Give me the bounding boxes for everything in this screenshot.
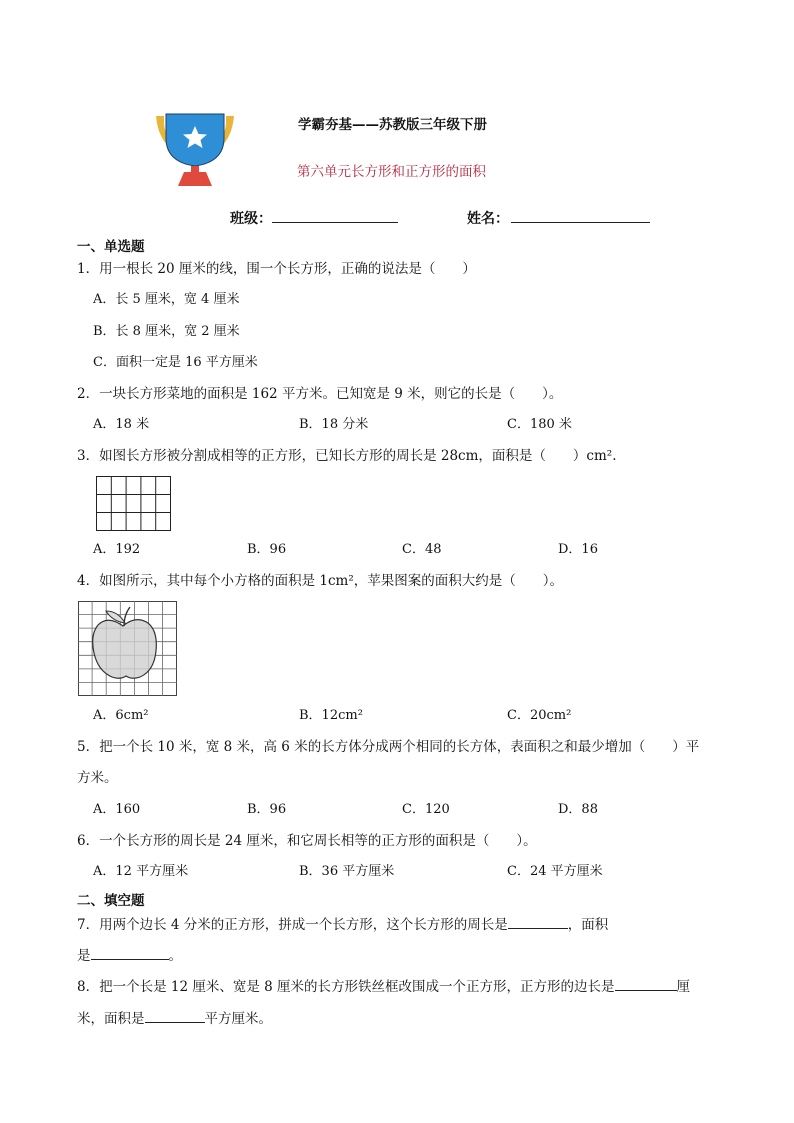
option: B．96 [247, 802, 287, 817]
option: B．96 [247, 542, 287, 557]
option: D．88 [558, 802, 598, 817]
option: A．18 米 [93, 417, 150, 432]
answer-blank[interactable] [145, 1010, 205, 1023]
option: A．12 平方厘米 [93, 864, 189, 879]
page-subtitle: 第六单元长方形和正方形的面积 [297, 164, 486, 180]
option: C．面积一定是 16 平方厘米 [93, 355, 258, 370]
option: A．160 [93, 802, 141, 817]
option: C．24 平方厘米 [507, 864, 603, 879]
option: C．20cm² [507, 708, 572, 723]
question-stem-continued: 米，面积是 平方厘米。 [77, 1011, 272, 1027]
question-stem: 3．如图长方形被分割成相等的正方形，已知长方形的周长是 28cm，面积是（ ）cm². [77, 448, 617, 464]
section-title: 一、单选题 [77, 239, 145, 255]
page-title: 学霸夯基——苏教版三年级下册 [298, 117, 487, 133]
answer-blank[interactable] [91, 947, 169, 960]
answer-blank[interactable] [508, 916, 568, 929]
option: C．180 米 [507, 417, 572, 432]
question-stem-continued: 是 。 [77, 948, 182, 964]
option: B．12cm² [299, 708, 363, 723]
question-stem-continued: 方米。 [77, 770, 118, 786]
option: A．6cm² [93, 708, 149, 723]
question-stem: 7．用两个边长 4 分米的正方形，拼成一个长方形，这个长方形的周长是 ，面积 [77, 917, 609, 933]
question-stem: 4．如图所示，其中每个小方格的面积是 1cm²，苹果图案的面积大约是（ ）。 [77, 573, 563, 589]
option: A．长 5 厘米，宽 4 厘米 [93, 292, 240, 307]
option: C．48 [402, 542, 442, 557]
question-stem: 8．把一个长是 12 厘米、宽是 8 厘米的长方形铁丝框改围成一个正方形，正方形的边长是 厘 [77, 979, 691, 995]
name-label: 姓名： [467, 211, 509, 227]
name-field[interactable] [511, 222, 650, 223]
section-title: 二、填空题 [77, 893, 145, 909]
option: D．16 [558, 542, 598, 557]
answer-blank[interactable] [615, 978, 677, 991]
trophy-logo [154, 112, 236, 188]
grid-rectangle-figure [96, 476, 172, 532]
question-stem: 6．一个长方形的周长是 24 厘米，和它周长相等的正方形的面积是（ ）。 [77, 833, 537, 849]
trophy-icon [154, 112, 236, 188]
apple-icon [93, 620, 157, 679]
option: B．36 平方厘米 [299, 864, 395, 879]
option: C．120 [402, 802, 450, 817]
option: B．18 分米 [299, 417, 369, 432]
question-stem: 1．用一根长 20 厘米的线，围一个长方形，正确的说法是（ ） [77, 261, 476, 277]
question-stem: 5．把一个长 10 米，宽 8 米，高 6 米的长方体分成两个相同的长方体，表面积之和最少增加（ ）平 [77, 739, 700, 755]
class-field[interactable] [272, 222, 398, 223]
class-label: 班级： [230, 211, 272, 227]
option: A．192 [93, 542, 141, 557]
option: B．长 8 厘米，宽 2 厘米 [93, 324, 240, 339]
apple-grid-figure [78, 601, 178, 697]
question-stem: 2．一块长方形菜地的面积是 162 平方米。已知宽是 9 米，则它的长是（ ）。 [77, 386, 563, 402]
